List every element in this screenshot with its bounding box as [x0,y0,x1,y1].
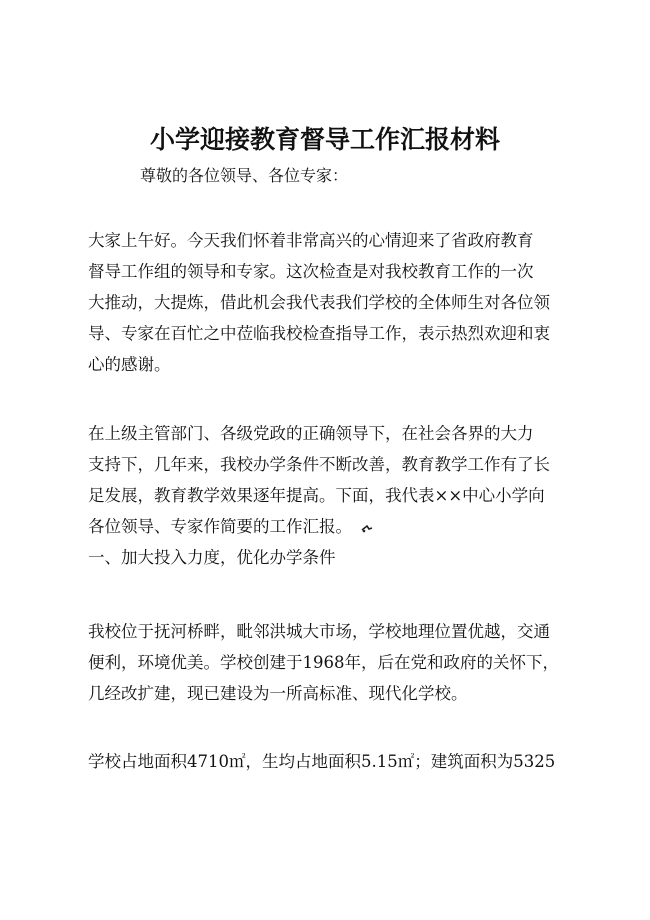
section-heading: 一、加大投入力度，优化办学条件 [88,548,336,567]
text-line: 督导工作组的领导和专家。这次检查是对我校教育工作的一次 [88,262,534,281]
text-line: 导、专家在百忙之中莅临我校检查指导工作，表示热烈欢迎和衷 [88,324,550,343]
text-line: 我校位于抚河桥畔，毗邻洪城大市场，学校地理位置优越，交通 [88,622,550,641]
paragraph-intro [88,418,578,573]
text-line-with-mark [88,511,578,542]
text-line: 在上级主管部门、各级党政的正确领导下，在社会各界的大力 [88,424,534,443]
paragraph-location [88,616,578,709]
text-line: 几经改扩建，现已建设为一所高标准、现代化学校。 [88,684,468,703]
stray-mark-icon [360,523,374,533]
text-line: 心的感谢。 [88,355,171,374]
paragraph-greeting [88,225,578,380]
text-line: 大推动，大提炼，借此机会我代表我们学校的全体师生对各位领 [88,293,550,312]
text-line: 学校占地面积4710㎡，生均占地面积5.15㎡；建筑面积为5325 [88,752,556,771]
text-line: 支持下，几年来，我校办学条件不断改善，教育教学工作有了长 [88,455,550,474]
text-line: 大家上午好。今天我们怀着非常高兴的心情迎来了省政府教育 [88,231,534,250]
document-title: 小学迎接教育督导工作汇报材料 [149,125,500,154]
text-line: 各位领导、专家作简要的工作汇报。 [88,517,352,536]
text-line: 便利，环境优美。学校创建于1968年，后在党和政府的关怀下， [88,653,559,672]
paragraph-area [88,746,578,777]
salutation: 尊敬的各位领导、各位专家： [140,166,349,185]
text-line: 足发展，教育教学效果逐年提高。下面，我代表××中心小学向 [88,486,545,505]
